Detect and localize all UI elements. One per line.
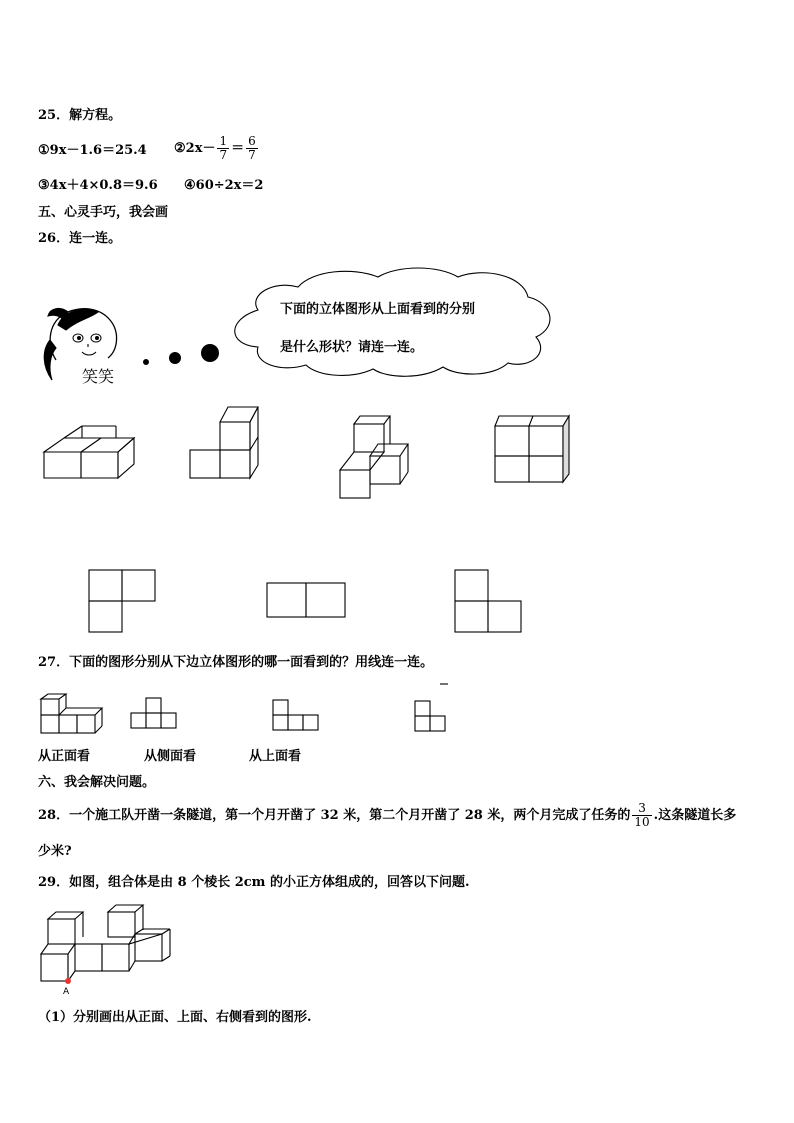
equation-2: [174, 133, 260, 165]
cloud-text-line-2: 是什么形状？请连一连。: [280, 340, 424, 355]
q26-title: 26．连一连。: [38, 231, 122, 246]
solid-1: [44, 420, 134, 480]
speech-cloud: [218, 265, 558, 385]
q28-text-b: .这条隧道长多: [653, 808, 737, 823]
equation-3: ③4x＋4×0.8＝9.6: [38, 178, 158, 193]
q28-text-a: 28．一个施工队开凿一条隧道，第一个月开凿了 32 米，第二个月开凿了 28 米，两个月完成了任务的: [38, 808, 631, 823]
label-side-view: 从侧面看: [144, 749, 197, 764]
q27-title: 27．下面的图形分别从下边立体图形的哪一面看到的？用线连一连。: [38, 655, 434, 670]
equals-sign: ＝: [231, 141, 245, 156]
q25-title: 25．解方程。: [38, 108, 122, 123]
fraction-3-10: $\frac{3}{10}$: [634, 801, 650, 829]
q27-solid: [40, 693, 102, 735]
girl-name: 笑笑: [82, 367, 115, 386]
top-view-1: [88, 569, 158, 633]
point-a-label: A: [63, 987, 70, 997]
fraction-1-7: $\frac{1}{7}$: [219, 134, 228, 162]
equation-1: ①9x－1.6＝25.4: [38, 143, 147, 158]
q27-view-a: [130, 696, 178, 730]
cloud-text-line-1: 下面的立体图形从上面看到的分别: [280, 302, 476, 317]
q28-text-c: 少米?: [38, 844, 72, 859]
q28-text: [38, 800, 736, 832]
equation-4: ④60÷2x＝2: [184, 178, 264, 193]
solid-3: [338, 414, 428, 499]
equation-2-prefix: ②2x－: [174, 141, 216, 156]
q29-sub-question-1: （1）分别画出从正面、上面、右侧看到的图形.: [38, 1010, 312, 1025]
top-view-3: [454, 569, 524, 633]
label-front-view: 从正面看: [38, 749, 91, 764]
section-5-heading: 五、心灵手巧，我会画: [38, 205, 169, 220]
fraction-6-7: $\frac{6}{7}$: [248, 134, 256, 162]
q29-title: 29．如图，组合体是由 8 个棱长 2cm 的小正方体组成的，回答以下问题.: [38, 875, 470, 890]
thought-bubbles: [138, 340, 228, 370]
label-top-view: 从上面看: [249, 749, 302, 764]
solid-4: [493, 412, 573, 487]
q29-solid: [40, 904, 180, 984]
q27-view-c: [414, 683, 448, 733]
q27-view-b: [272, 698, 320, 732]
solid-2: [188, 405, 268, 480]
top-view-2: [266, 582, 346, 618]
section-6-heading: 六、我会解决问题。: [38, 775, 156, 790]
